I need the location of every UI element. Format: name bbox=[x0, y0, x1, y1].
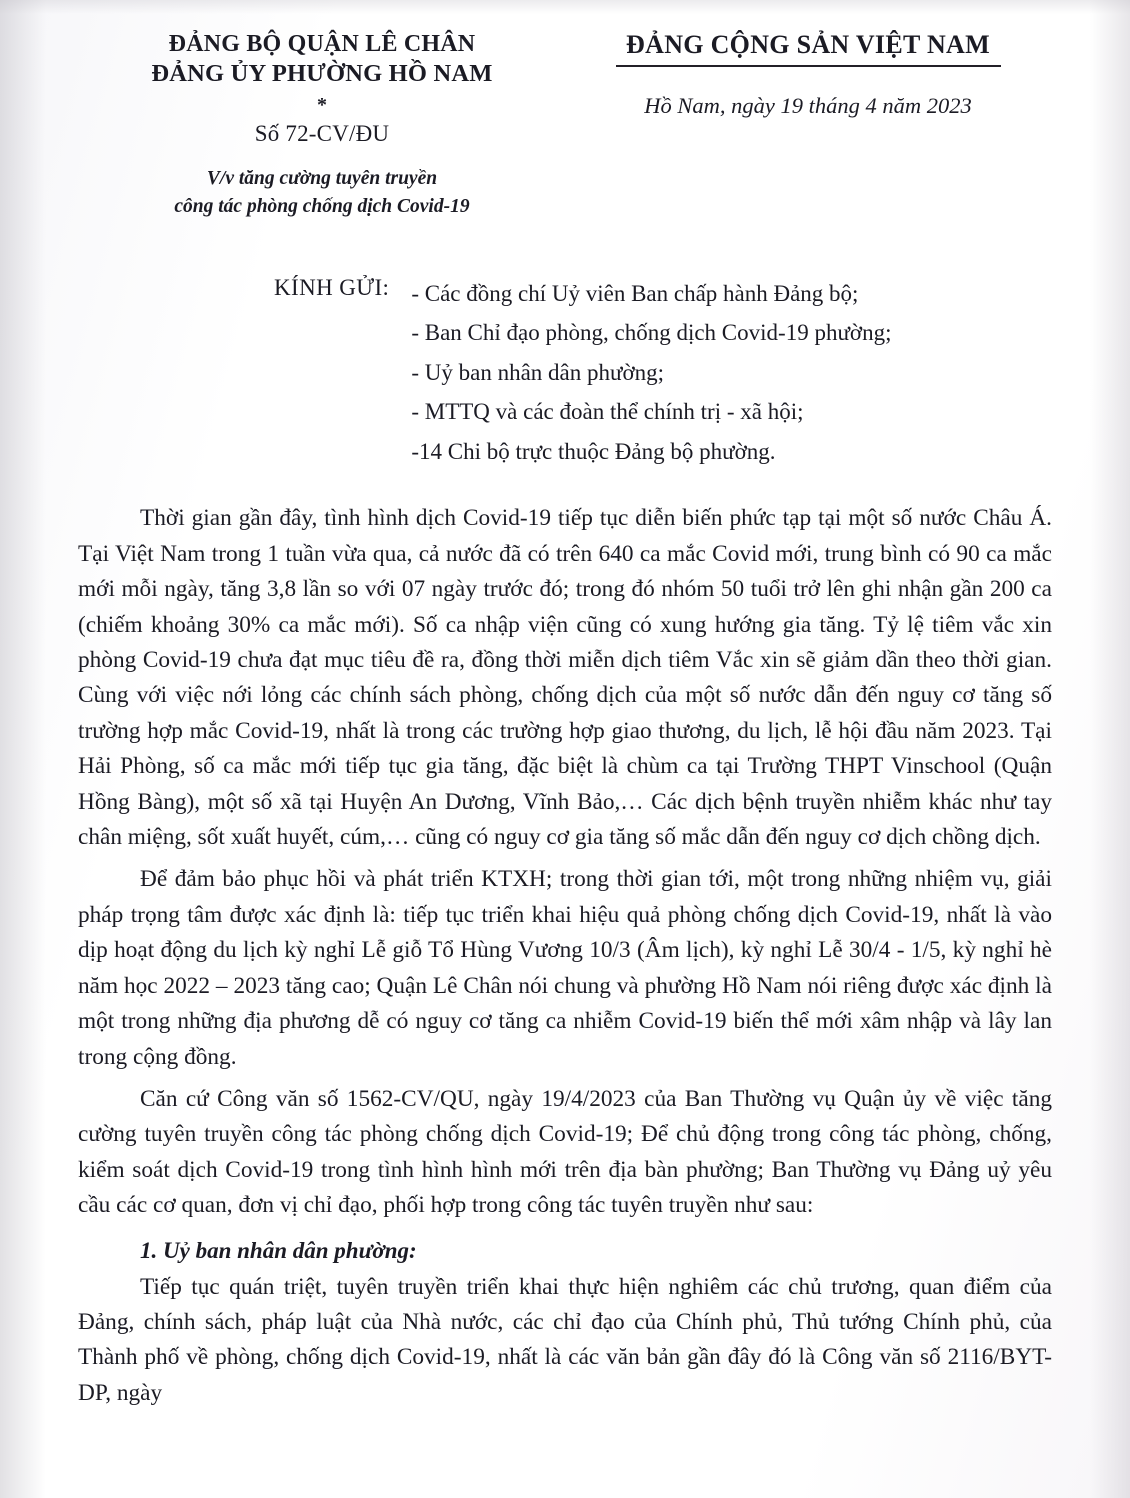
national-heading-block bbox=[548, 30, 1058, 119]
scan-edge-left bbox=[0, 0, 46, 1498]
recipient-item: - Ban Chỉ đạo phòng, chống dịch Covid-19 phường; bbox=[411, 320, 892, 346]
recipient-item: - MTTQ và các đoàn thể chính trị - xã hội; bbox=[411, 399, 804, 425]
body-paragraph: Để đảm bảo phục hồi và phát triển KTXH; trong thời gian tới, một trong những nhiệm vụ, giải pháp trọng tâm được xác định là: tiếp tục triển khai hiệu quả phòng chống dịch Covid-19, nhất là vào dịp hoạt động du lịch kỳ nghỉ Lễ giỗ Tổ Hùng Vương 10/3 (Âm lịch), kỳ nghỉ Lễ 30/4 - 1/5, kỳ nghỉ hè năm học 2022 – 2023 tăng cao; Quận Lê Chân nói chung và phường Hồ Nam nói riêng được xác định là một trong những địa phương dễ có nguy cơ tăng ca nhiễm Covid-19 biến thể mới xâm nhập và lây lan trong cộng đồng. bbox=[78, 866, 1052, 1070]
body-paragraph: Thời gian gần đây, tình hình dịch Covid-19 tiếp tục diễn biến phức tạp tại một số nước Châu Á. Tại Việt Nam trong 1 tuần vừa qua, cả nước đã có trên 640 ca mắc Covid mới, trung bình có 90 ca mắc mới mỗi ngày, tăng 3,8 lần so với 07 ngày trước đó; trong đó nhóm 50 tuổi trở lên ghi nhận gần 200 ca (chiếm khoảng 30% ca mắc mới). Số ca nhập viện cũng có xung hướng gia tăng. Tỷ lệ tiêm vắc xin phòng Covid-19 chưa đạt mục tiêu đề ra, đồng thời miễn dịch tiêm Vắc xin sẽ giảm dần theo thời gian. Cùng với việc nới lỏng các chính sách phòng, chống dịch của một số nước dẫn đến nguy cơ tăng số trường hợp mắc Covid-19, nhất là trong các trường hợp giao thương, du lịch, lễ hội đầu năm 2023. Tại Hải Phòng, số ca mắc mới tiếp tục gia tăng, đặc biệt là chùm ca tại Trường THPT Vinschool (Quận Hồng Bàng), một số xã tại Huyện An Dương, Vĩnh Bảo,… Các dịch bệnh truyền nhiễm khác như tay chân miệng, sốt xuất huyết, cúm,… cũng có nguy cơ gia tăng số mắc dẫn đến nguy cơ dịch chồng dịch. bbox=[78, 505, 1052, 851]
party-name: ĐẢNG CỘNG SẢN VIỆT NAM bbox=[626, 30, 990, 59]
recipients-label: KÍNH GỬI: bbox=[274, 274, 390, 300]
document-number: Số 72-CV/ĐU bbox=[254, 121, 390, 147]
separator-asterisk: * bbox=[317, 94, 327, 117]
scan-edge-right bbox=[1090, 0, 1130, 1498]
recipients-list bbox=[411, 274, 891, 472]
issuing-authority-line-2: ĐẢNG ỦY PHƯỜNG HỒ NAM bbox=[151, 60, 493, 88]
recipients-block bbox=[78, 274, 1058, 472]
issuing-authority-line-1: ĐẢNG BỘ QUẬN LÊ CHÂN bbox=[168, 31, 476, 57]
party-name-underline bbox=[616, 65, 1001, 67]
place-and-date: Hồ Nam, ngày 19 tháng 4 năm 2023 bbox=[644, 93, 972, 119]
section-1-paragraph: Tiếp tục quán triệt, tuyên truyền triển khai thực hiện nghiêm các chủ trương, quan điểm của Đảng, chính sách, pháp luật của Nhà nước, các chỉ đạo của Chính phủ, Thủ tướng Chính phủ, của Thành phố về phòng, chống dịch Covid-19, nhất là các văn bản gần đây đó là Công văn số 2116/BYT-DP, ngày bbox=[78, 1273, 1052, 1406]
recipient-item: - Các đồng chí Uỷ viên Ban chấp hành Đảng bộ; bbox=[411, 280, 859, 306]
section-heading-1: 1. Uỷ ban nhân dân phường: bbox=[140, 1237, 417, 1263]
document-subject-line-1: V/v tăng cường tuyên truyền bbox=[206, 168, 438, 190]
recipient-item: - Uỷ ban nhân dân phường; bbox=[411, 359, 665, 385]
document-header bbox=[78, 30, 1058, 222]
document-body bbox=[78, 501, 1058, 1411]
document-subject-line-2: công tác phòng chống dịch Covid-19 bbox=[174, 196, 470, 218]
recipient-item: -14 Chi bộ trực thuộc Đảng bộ phường. bbox=[411, 438, 776, 464]
scan-edge-top bbox=[0, 0, 1130, 14]
issuing-authority-block bbox=[78, 30, 548, 222]
document-subject bbox=[96, 165, 548, 222]
body-paragraph: Căn cứ Công văn số 1562-CV/QU, ngày 19/4/2023 của Ban Thường vụ Quận ủy về việc tăng cường tuyên truyền công tác phòng chống dịch Covid-19; Để chủ động trong công tác phòng, chống, kiểm soát dịch Covid-19 trong tình hình hình mới trên địa bàn phường; Ban Thường vụ Đảng uỷ yêu cầu các cơ quan, đơn vị chỉ đạo, phối hợp trong công tác tuyên truyền như sau: bbox=[78, 1085, 1052, 1219]
